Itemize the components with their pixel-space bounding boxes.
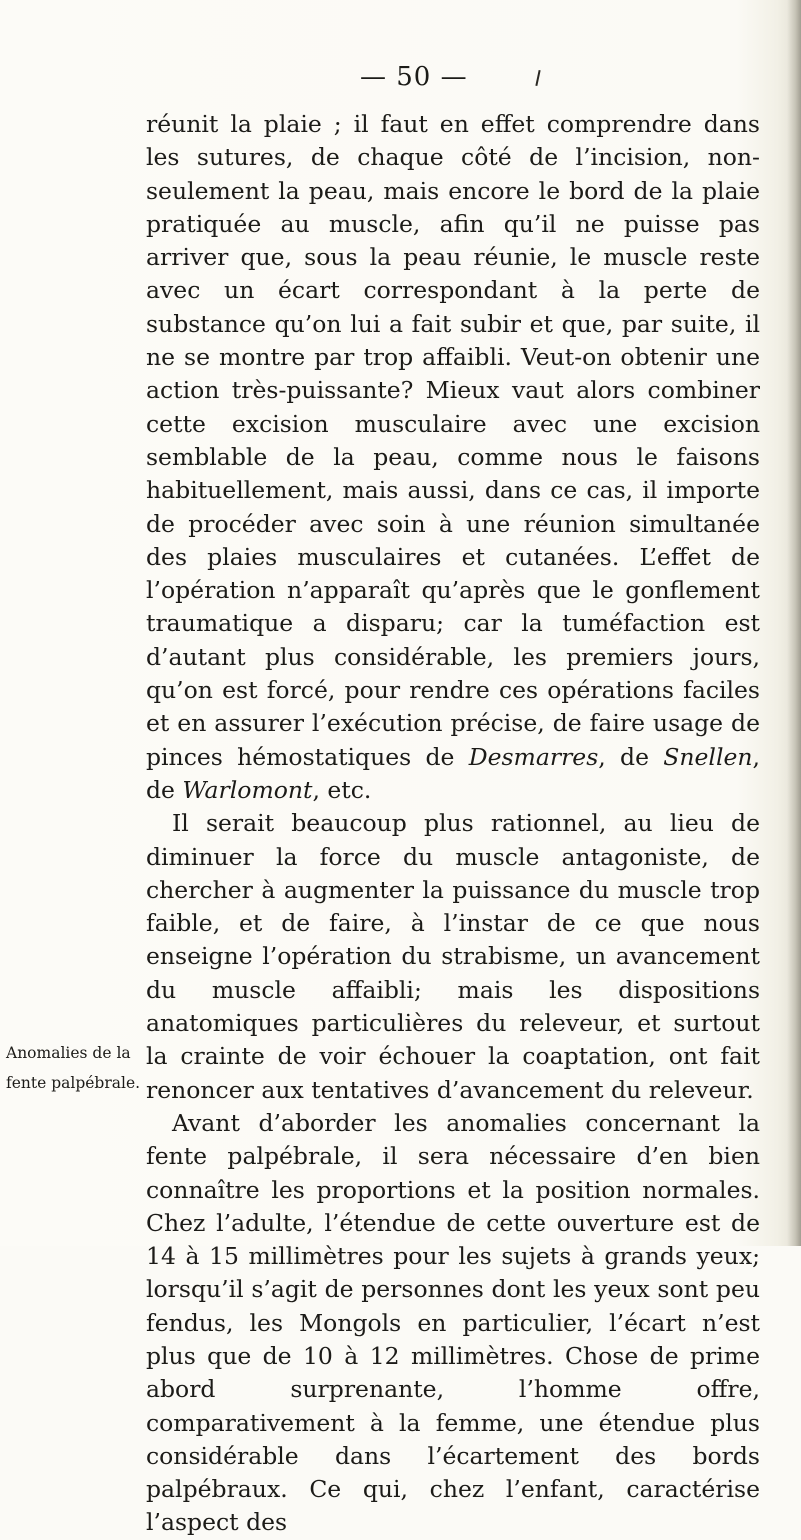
- paragraph-3: [146, 1107, 760, 1540]
- text-run: , etc.: [312, 775, 372, 804]
- author-name: Snellen: [663, 742, 753, 771]
- paragraph-1: [146, 108, 760, 807]
- paragraph-2: [146, 807, 760, 1107]
- text-run: Avant d’aborder les anomalies concernant la fente palpébrale, il sera nécessaire d’en bien connaître les proportions et la position normales. Chez l’adulte, l’étendue de cette ouverture est de 14 à 15 millimètres pour les sujets à grands yeux; lorsqu’il s’agit de personnes dont les yeux sont peu fendus, les Mongols en particulier, l’écart n’est plus que de 10 à 12 millimètres. Chose de prime abord surprenante, l’homme offre, comparativement à la femme, une étendue plus considérable dans l’écartement des bords palpébraux. Ce qui, chez l’enfant, caractérise l’aspect des: [146, 1108, 760, 1537]
- text-run: Il serait beaucoup plus rationnel, au lieu de diminuer la force du muscle antagoniste, de chercher à augmenter la puissance du muscle trop faible, et de faire, à l’instar de ce que nous enseigne l’opération du strabisme, un avancement du muscle affaibli; mais les dispositions anatomiques particulières du releveur, et surtout la crainte de voir échouer la coaptation, ont fait renoncer aux tentatives d’avancement du releveur.: [146, 809, 760, 1104]
- text-run: , de: [146, 742, 760, 804]
- text-run: réunit la plaie ; il faut en effet comprendre dans les sutures, de chaque côté de l’incision, non-seulement la peau, mais encore le bord de la plaie pratiquée au muscle, afin qu’il ne puisse pas arriver que, sous la peau réunie, le muscle reste avec un écart correspondant à la perte de substance qu’on lui a fait subir et que, par suite, il ne se montre par trop affaibli. Veut-on obtenir une action très-puissante? Mieux vaut alors combiner cette excision musculaire avec une excision semblable de la peau, comme nous le faisons habituellement, mais aussi, dans ce cas, il importe de procéder avec soin à une réunion simultanée des plaies musculaires et cutanées. L’effet de l’opération n’apparaît qu’après que le gonflement traumatique a disparu; car la tuméfaction est d’autant plus considérable, les premiers jours, qu’on est forcé, pour rendre ces opérations faciles et en assurer l’exécution précise, de faire usage de pinces hémostatiques de: [146, 110, 760, 771]
- margin-note: [6, 1038, 140, 1098]
- author-name: Warlomont: [182, 775, 313, 804]
- text-run: , de: [598, 742, 664, 771]
- margin-note-line: Anomalies de la: [6, 1044, 131, 1062]
- stray-ink-mark: [535, 70, 540, 86]
- author-name: Desmarres: [468, 742, 599, 771]
- body-text: [146, 108, 760, 1540]
- margin-note-line: fente palpébrale.: [6, 1074, 141, 1092]
- page-number: — 50 —: [360, 62, 468, 92]
- page-edge-shadow: [787, 0, 801, 1246]
